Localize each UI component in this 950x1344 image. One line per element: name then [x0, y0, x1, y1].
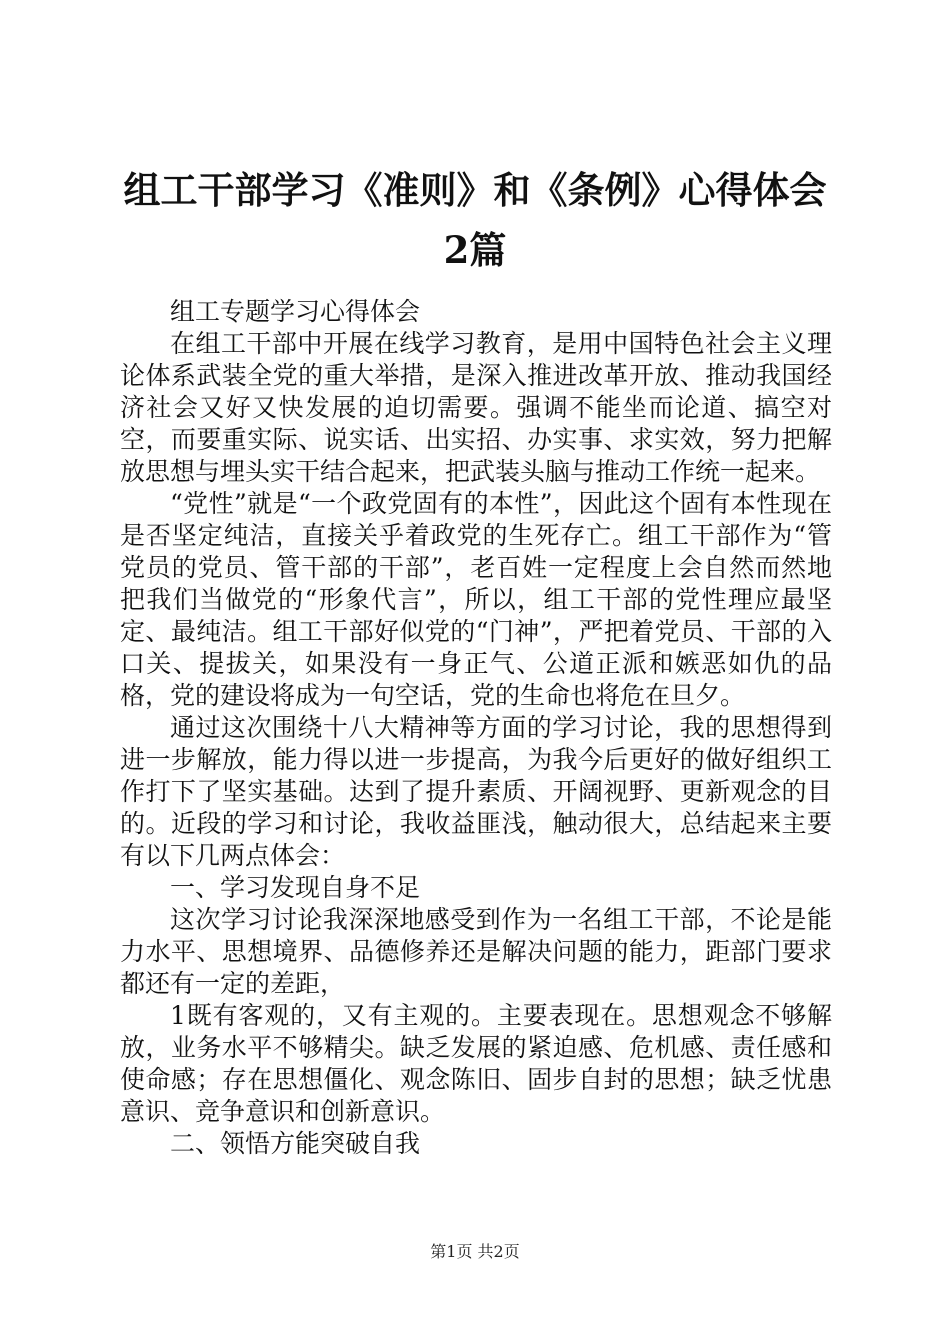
section-heading: 二、领悟方能突破自我	[170, 1129, 421, 1158]
page-number-footer: 第1页 共2页	[430, 1242, 520, 1261]
paragraph-subtitle: 组工专题学习心得体会	[170, 297, 421, 326]
paragraph: 通过这次围绕十八大精神等方面的学习讨论，我的思想得到进一步解放，能力得以进一步提高，为我今后更好的做好组织工作打下了坚实基础。达到了提升素质、开阔视野、更新观念的目的。近段的学习和讨论，我收益匪浅，触动很大，总结起来主要有以下几两点体会：	[120, 713, 832, 870]
section-heading: 一、学习发现自身不足	[170, 873, 421, 902]
paragraph: “党性”就是“一个政党固有的本性”，因此这个固有本性现在是否坚定纯洁，直接关乎着政党的生死存亡。组工干部作为“管党员的党员、管干部的干部”，老百姓一定程度上会自然而然地把我们当做党的“形象代言”，所以，组工干部的党性理应最坚定、最纯洁。组工干部好似党的“门神”，严把着党员、干部的入口关、提拔关，如果没有一身正气、公道正派和嫉恶如仇的品格，党的建设将成为一句空话，党的生命也将危在旦夕。	[120, 489, 832, 710]
document-title: 组工干部学习《准则》和《条例》心得体会2篇	[123, 168, 827, 272]
document-body	[120, 296, 832, 1160]
paragraph: 这次学习讨论我深深地感受到作为一名组工干部，不论是能力水平、思想境界、品德修养还是解决问题的能力，距部门要求都还有一定的差距，	[120, 905, 832, 998]
paragraph: 1既有客观的，又有主观的。主要表现在。思想观念不够解放，业务水平不够精尖。缺乏发展的紧迫感、危机感、责任感和使命感；存在思想僵化、观念陈旧、固步自封的思想；缺乏忧患意识、竞争意识和创新意识。	[120, 1001, 832, 1126]
paragraph: 在组工干部中开展在线学习教育，是用中国特色社会主义理论体系武装全党的重大举措，是深入推进改革开放、推动我国经济社会又好又快发展的迫切需要。强调不能坐而论道、搞空对空，而要重实际、说实话、出实招、办实事、求实效，努力把解放思想与埋头实干结合起来，把武装头脑与推动工作统一起来。	[120, 329, 832, 486]
